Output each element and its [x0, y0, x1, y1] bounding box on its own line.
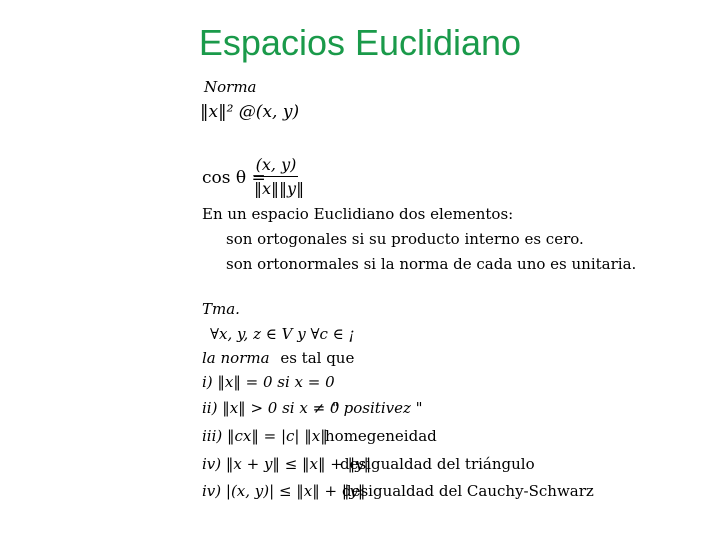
property-3-name: homegeneidad	[325, 427, 437, 445]
norma-heading: Norma	[204, 78, 257, 96]
property-5-name: desigualdad del Cauchy-Schwarz	[342, 482, 594, 500]
norma-label: la norma	[202, 349, 270, 367]
page-title: Espacios Euclidiano	[198, 22, 522, 63]
cosine-fraction	[254, 155, 305, 198]
property-4-name: desigualdad del triángulo	[340, 455, 535, 473]
property-2-name: " positivez "	[332, 399, 423, 417]
property-5: iv) |(x, y)| ≤ ‖x‖ + ‖y‖	[202, 482, 366, 500]
forall-statement: ∀x, y, z ∈ V y ∀c ∈ ¡	[210, 325, 355, 343]
orthogonal-statement: son ortogonales si su producto interno es cero.	[226, 230, 584, 248]
property-2: ii) ‖x‖ > 0 si x ≠ 0	[202, 399, 340, 417]
cosine-numerator: (x, y)	[255, 155, 297, 174]
euclid-intro: En un espacio Euclidiano dos elementos:	[202, 205, 514, 223]
property-4: iv) ‖x + y‖ ≤ ‖x‖ + ‖y‖	[202, 455, 372, 473]
cosine-denominator: ‖x‖‖y‖	[254, 179, 305, 198]
norm-definition: ‖x‖² @(x, y)	[200, 102, 300, 122]
cosine-lhs: cos θ =	[202, 168, 266, 188]
theorem-label: Tma.	[202, 300, 240, 318]
fraction-bar	[254, 176, 298, 177]
property-1: i) ‖x‖ = 0 si x = 0	[202, 373, 335, 391]
orthonormal-statement: son ortonormales si la norma de cada uno es unitaria.	[226, 255, 637, 273]
tal-que-text: es tal que	[280, 349, 355, 367]
property-3: iii) ‖cx‖ = |c| ‖x‖	[202, 427, 328, 445]
norma-line	[202, 349, 354, 367]
